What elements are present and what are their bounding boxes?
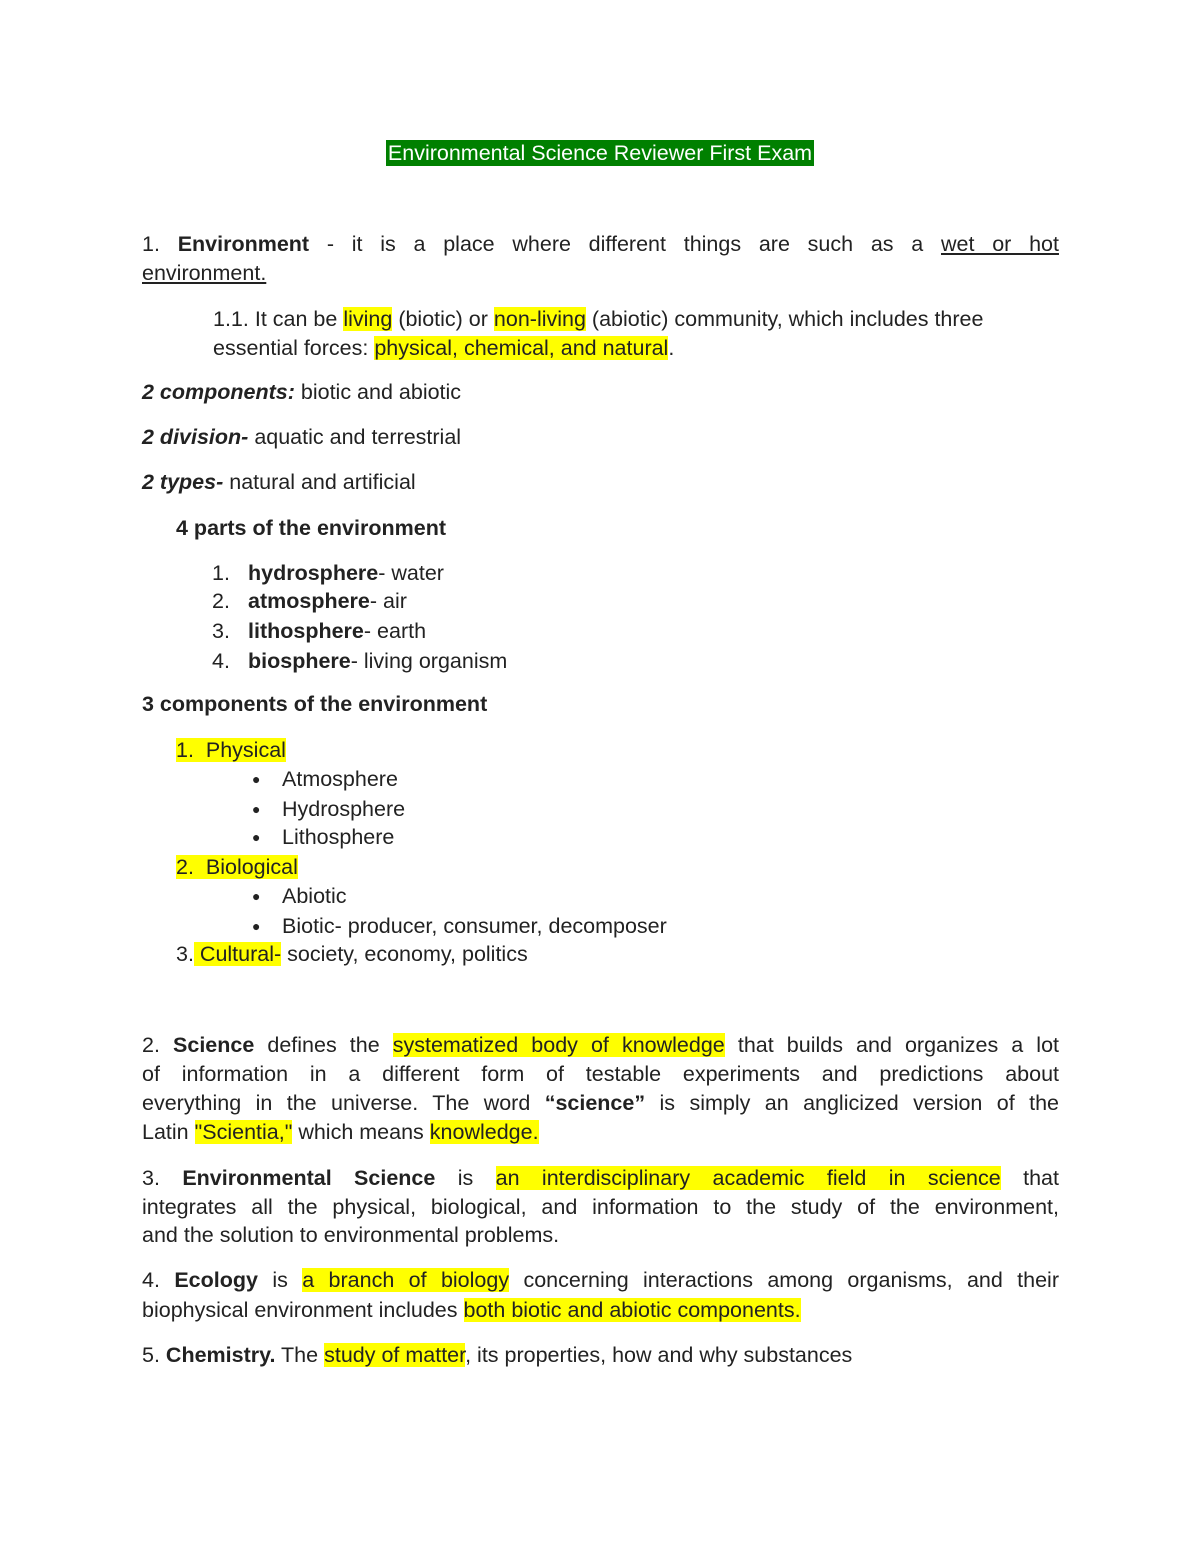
s2-line3b: is simply an anglicized version of the	[659, 1091, 1059, 1115]
part-desc: - earth	[363, 619, 427, 643]
s2-num: 2.	[142, 1033, 160, 1057]
s1-sub-b: (biotic) or	[398, 307, 488, 331]
comp-item: Atmosphere	[282, 767, 398, 791]
s3-line1	[142, 1164, 1059, 1193]
comp-biological-label: 2. Biological	[176, 855, 298, 879]
part-term: hydrosphere	[248, 561, 379, 585]
bullet-icon: ●	[252, 801, 261, 817]
s4-a: is	[272, 1268, 288, 1292]
s2-line4b: which means	[298, 1120, 424, 1144]
s1-sub-end: .	[668, 336, 675, 360]
hl-forces: physical, chemical, and natural	[374, 336, 669, 360]
s2-line4a: Latin	[142, 1120, 189, 1144]
comp-cultural-label: Cultural-	[193, 942, 282, 966]
s3-term: Environmental Science	[182, 1166, 436, 1190]
s3-line2: integrates all the physical, biological, and information to the study of the environment,	[142, 1195, 1059, 1219]
s1-sub-c: (abiotic) community, which includes three	[591, 307, 984, 331]
s4-term: Ecology	[174, 1268, 258, 1292]
comp-item: Lithosphere	[282, 825, 395, 849]
fact-text: natural and artificial	[229, 470, 416, 494]
part-num: 4.	[212, 649, 230, 673]
fact-label: 2 components:	[142, 380, 295, 404]
fact-types	[142, 468, 416, 497]
s1-underline-1: wet or hot	[941, 232, 1059, 256]
s1-line1-rest: - it is a place where different things are such as a	[326, 232, 924, 256]
part-term: biosphere	[248, 649, 351, 673]
s3-num: 3.	[142, 1166, 160, 1190]
s1-sub-line1	[213, 305, 983, 334]
part-item	[212, 617, 426, 646]
hl-living: living	[343, 307, 393, 331]
s3-a: is	[457, 1166, 474, 1190]
s1-sub-line2	[213, 334, 674, 363]
part-item	[212, 559, 444, 588]
comp-physical	[176, 736, 286, 765]
fact-label: 2 division-	[142, 425, 249, 449]
part-num: 1.	[212, 561, 230, 585]
fact-text: aquatic and terrestrial	[254, 425, 462, 449]
s1-sub-d: essential forces:	[213, 336, 369, 360]
comp-cultural-rest: society, economy, politics	[281, 942, 528, 966]
s2-line1	[142, 1031, 1059, 1060]
comp-item: Biotic- producer, consumer, decomposer	[282, 914, 667, 938]
s5-num: 5.	[142, 1343, 160, 1367]
part-num: 2.	[212, 589, 230, 613]
part-item	[212, 647, 507, 676]
s2-term: Science	[173, 1033, 255, 1057]
comp-physical-label: 1. Physical	[176, 738, 286, 762]
comp-cultural	[176, 940, 528, 969]
s2-b: that builds and organizes a lot	[737, 1033, 1059, 1057]
s4-line2	[142, 1296, 801, 1325]
part-term: lithosphere	[248, 619, 364, 643]
hl-study-matter: study of matter	[324, 1343, 466, 1367]
fact-division	[142, 423, 461, 452]
fact-text: biotic and abiotic	[300, 380, 462, 404]
s5-b: , its properties, how and why substances	[465, 1343, 853, 1367]
s1-num: 1.	[142, 232, 160, 256]
part-num: 3.	[212, 619, 230, 643]
bullet-icon: ●	[252, 888, 261, 904]
s5-line1	[142, 1341, 852, 1370]
hl-scientia: "Scientia,"	[194, 1120, 293, 1144]
s5-term: Chemistry.	[165, 1343, 276, 1367]
bullet-icon: ●	[252, 829, 261, 845]
bullet-icon: ●	[252, 918, 261, 934]
s3-b: that	[1023, 1166, 1059, 1190]
part-desc: - living organism	[350, 649, 508, 673]
comp-item: Abiotic	[282, 884, 347, 908]
title-wrap	[0, 141, 1200, 166]
part-desc: - water	[378, 561, 444, 585]
parts-heading: 4 parts of the environment	[176, 516, 446, 540]
s4-b: concerning interactions among organisms, and their	[523, 1268, 1059, 1292]
hl-interdisciplinary: an interdisciplinary academic field in science	[495, 1166, 1001, 1190]
s2-a: defines the	[267, 1033, 380, 1057]
fact-components	[142, 378, 461, 407]
hl-knowledge: knowledge.	[429, 1120, 539, 1144]
part-term: atmosphere	[248, 589, 370, 613]
fact-label: 2 types-	[142, 470, 224, 494]
s1-line1	[142, 230, 1059, 259]
hl-biotic-abiotic: both biotic and abiotic components.	[463, 1298, 801, 1322]
s4-line1	[142, 1266, 1059, 1295]
s1-sub-num: 1.1.	[213, 307, 249, 331]
part-item	[212, 587, 407, 616]
s5-a: The	[281, 1343, 319, 1367]
s2-line2: of information in a different form of testable experiments and predictions about	[142, 1062, 1059, 1086]
s1-sub-a: It can be	[254, 307, 338, 331]
comp-heading: 3 components of the environment	[142, 692, 488, 716]
s4-num: 4.	[142, 1268, 160, 1292]
page-title: Environmental Science Reviewer First Exam	[387, 141, 813, 165]
s2-line4	[142, 1118, 539, 1147]
s2-line3	[142, 1089, 1059, 1118]
s2-line3a: everything in the universe. The word	[142, 1091, 531, 1115]
hl-systematized: systematized body of knowledge	[392, 1033, 725, 1057]
hl-branch-biology: a branch of biology	[302, 1268, 510, 1292]
comp-cultural-num: 3.	[176, 942, 194, 966]
s2-quote: “science”	[544, 1091, 646, 1115]
hl-nonliving: non-living	[493, 307, 586, 331]
comp-item: Hydrosphere	[282, 797, 406, 821]
bullet-icon: ●	[252, 771, 261, 787]
s4-line2a: biophysical environment includes	[142, 1298, 458, 1322]
part-desc: - air	[369, 589, 407, 613]
s1-term: Environment	[177, 232, 310, 256]
s1-underline-2: environment.	[142, 261, 267, 285]
s3-line3: and the solution to environmental problems.	[142, 1223, 560, 1247]
comp-biological	[176, 853, 298, 882]
